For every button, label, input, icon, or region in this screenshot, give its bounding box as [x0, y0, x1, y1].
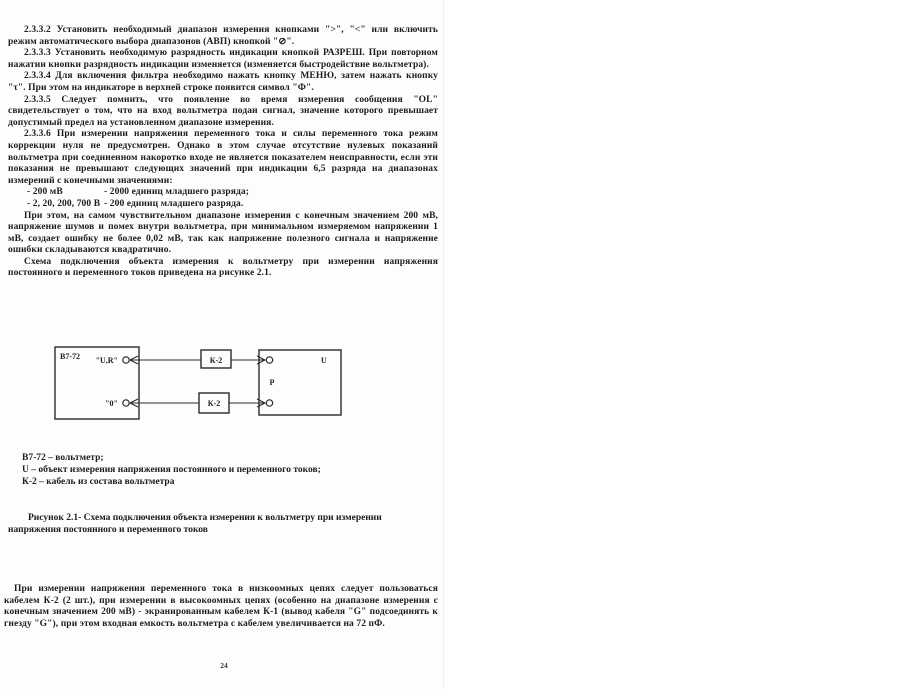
figure-legend — [22, 452, 434, 488]
range-list-row — [8, 187, 438, 199]
terminal-object-top-icon — [266, 357, 272, 363]
cable-top-label: К-2 — [209, 356, 223, 365]
paragraph-2-3-3-2: 2.3.3.2 Установить необходимый диапазон измерения кнопками ">", "<" или включить режим автоматического выбора диапазонов (АВП) кнопкой "⊘". — [8, 25, 438, 47]
range-units: - 200 единиц младшего разряда. — [104, 198, 244, 209]
figure-caption: Рисунок 2.1- Схема подключения объекта измерения к вольтметру при измерении напряжения постоянного и переменного токов — [8, 513, 382, 535]
wiring-diagram-svg — [50, 338, 350, 430]
closing-paragraph-block — [4, 584, 438, 630]
cable-bottom-label: К-2 — [207, 399, 221, 408]
paragraph-2-3-3-3: 2.3.3.3 Установить необходимую разрядность индикации кнопкой РАЗРЕШ. При повторном нажатии кнопки разрядность индикации изменяется (изменяется быстродействие вольтметра). — [8, 48, 438, 70]
closing-paragraph: При измерении напряжения переменного тока в низкоомных цепях следует пользоваться кабелем К-2 (2 шт.), при измерении в высокоомных цепях (особенно на диапазоне измерения с конечным значением 200 мВ) - экранированным кабелем К-1 (вывод кабеля "G" подсоединять к гнезду "G"), при этом входная емкость вольтметра с кабелем увеличивается на 72 пФ. — [4, 584, 438, 629]
page-number: 24 — [220, 661, 228, 670]
wiring-diagram — [50, 338, 350, 430]
paragraph-2-3-3-4: 2.3.3.4 Для включения фильтра необходимо нажать кнопку МЕНЮ, затем нажать кнопку "τ". При этом на индикаторе в верхней строке появится символ "Ф". — [8, 71, 438, 93]
terminal-0-label: "0" — [105, 399, 118, 408]
paragraph-noise-note: При этом, на самом чувствительном диапазоне измерения с конечным значением 200 мВ, напряжение шумов и помех внутри вольтметра, при минимальном измеряемом напряжении 1 мВ, создает ошибку не более 0,02 мВ, так как напряжение полезного сигнала и напряжение ошибки складываются квадратично. — [8, 210, 438, 256]
paragraph-2-3-3-5: 2.3.3.5 Следует помнить, что появление во время измерения сообщения "OL" свидетельствует о том, что на вход вольтметра подан сигнал, значение которого превышает допустимый предел на установленном диапазоне измерения. — [8, 94, 438, 128]
voltmeter-label: В7-72 — [60, 352, 80, 361]
terminal-ur-icon — [123, 357, 129, 363]
object-sub-label: Р — [269, 378, 275, 387]
range-value: - 200 мВ — [27, 187, 63, 198]
legend-item-object: U – объект измерения напряжения постоянного и переменного токов; — [22, 465, 321, 475]
legend-item-voltmeter: В7-72 – вольтметр; — [22, 453, 104, 463]
body-text-block — [8, 25, 438, 280]
terminal-object-bottom-icon — [266, 400, 272, 406]
terminal-ur-label: "U,R" — [95, 356, 118, 365]
range-units: - 2000 единиц младшего разряда; — [104, 187, 249, 198]
scanned-page — [0, 0, 444, 689]
paragraph-figure-intro: Схема подключения объекта измерения к вольтметру при измерении напряжения постоянного и переменного токов приведена на рисунке 2.1. — [8, 256, 438, 279]
object-label: U — [321, 356, 327, 365]
paragraph-2-3-3-6: 2.3.3.6 При измерении напряжения переменного тока и силы переменного тока режим коррекции нуля не предусмотрен. Однако в этом случае отсутствие нулевых показаний вольтметра при соединенном накоротко входе не является показателем неисправности, если эти показания не превышают следующих значений при индикации 6,5 разряда на диапазонах измерений с конечными значениями: — [8, 129, 438, 186]
range-value: - 2, 20, 200, 700 В — [27, 198, 101, 209]
legend-item-cable: К-2 – кабель из состава вольтметра — [22, 477, 175, 487]
range-list-row — [8, 199, 438, 211]
terminal-0-icon — [123, 400, 129, 406]
